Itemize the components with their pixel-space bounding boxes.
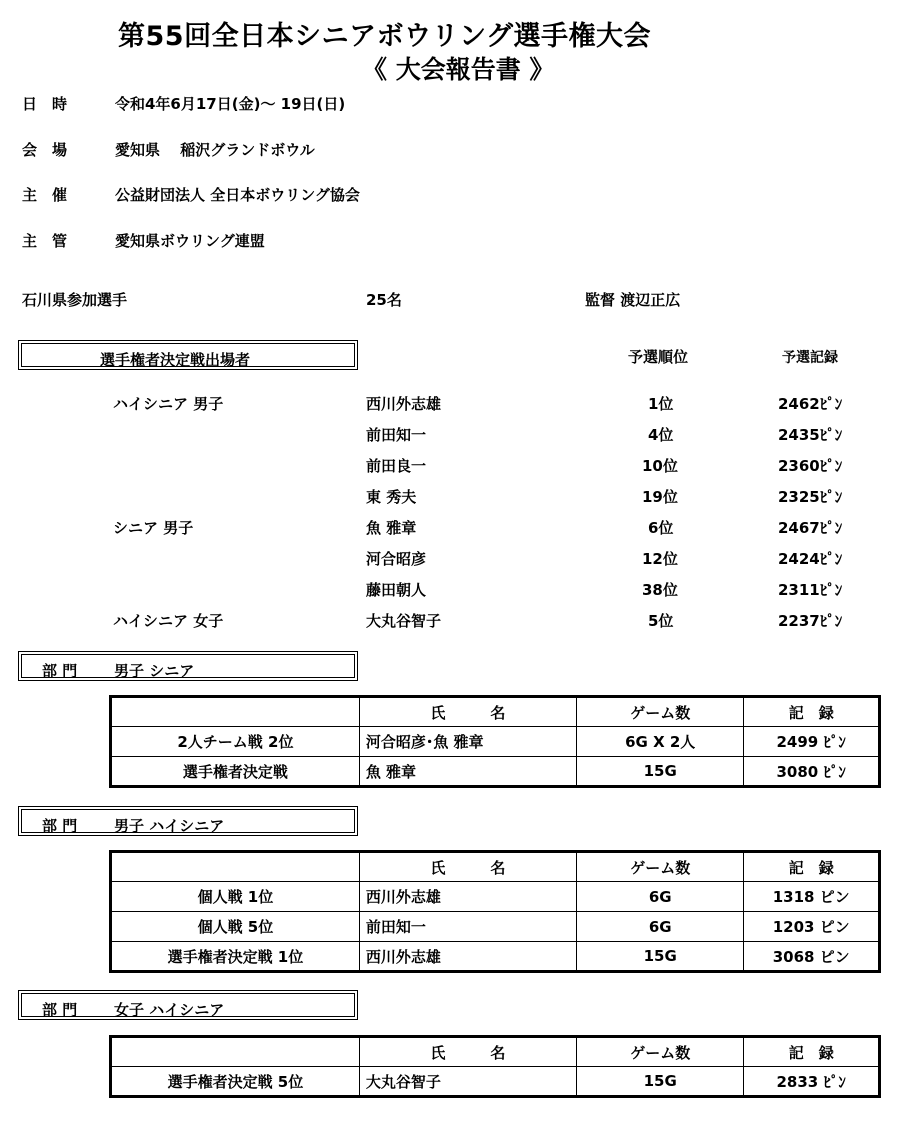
qualifier-score: 2467ﾋﾟﾝ [778, 519, 843, 537]
info-label-date: 日 時 [22, 95, 68, 113]
header-games: ゲーム数 [577, 1037, 744, 1067]
qualifier-category: ハイシニア 男子 [113, 395, 224, 413]
qualifier-score: 2360ﾋﾟﾝ [778, 457, 843, 475]
table-row [111, 942, 880, 972]
qualifier-rank: 5位 [648, 612, 674, 630]
report-title: 第55回全日本シニアボウリング選手権大会 [118, 21, 652, 52]
qualifier-rank: 1位 [648, 395, 674, 413]
name-cell: 大丸谷智子 [359, 1067, 576, 1097]
section-box-men-high-senior [18, 806, 358, 836]
qualifier-name: 前田知一 [366, 426, 427, 444]
participants-count: 25名 [366, 291, 402, 309]
qualifier-score: 2311ﾋﾟﾝ [778, 581, 843, 599]
games-cell: 15G [577, 1067, 744, 1097]
qualifier-rank: 38位 [642, 581, 678, 599]
name-cell: 前田知一 [359, 912, 576, 942]
qualifier-score: 2462ﾋﾟﾝ [778, 395, 843, 413]
qualifier-rank: 19位 [642, 488, 678, 506]
qualifier-category: シニア 男子 [113, 519, 194, 537]
qualifier-name: 東 秀夫 [366, 488, 417, 506]
info-label-organizer: 主 催 [22, 186, 68, 204]
name-cell: 西川外志雄 [359, 882, 576, 912]
event-cell: 2人チーム戦 2位 [111, 727, 360, 757]
qualifiers-box-title: 選手権者決定戦出場者 [100, 351, 251, 369]
qualifier-score: 2424ﾋﾟﾝ [778, 550, 843, 568]
qualifier-name: 前田良一 [366, 457, 427, 475]
report-subtitle: 《 大会報告書 》 [362, 55, 555, 84]
info-value-venue: 愛知県 稲沢グランドボウル [115, 141, 315, 159]
table-header-row [111, 852, 880, 882]
participants-label: 石川県参加選手 [22, 291, 128, 309]
games-cell: 15G [577, 942, 744, 972]
results-table-men-high-senior [109, 850, 881, 973]
qualifier-name: 藤田朝人 [366, 581, 427, 599]
name-cell: 河合昭彦･魚 雅章 [359, 727, 576, 757]
record-cell: 1318 ピン [744, 882, 880, 912]
header-event [111, 697, 360, 727]
header-games: ゲーム数 [577, 697, 744, 727]
division-label: 男子 ハイシニア [114, 817, 225, 835]
info-value-organizer: 公益財団法人 全日本ボウリング協会 [115, 186, 360, 204]
division-label: 男子 シニア [114, 662, 195, 680]
games-cell: 6G [577, 912, 744, 942]
qualifier-name: 魚 雅章 [366, 519, 417, 537]
header-record: 記 録 [744, 697, 880, 727]
table-row [111, 1067, 880, 1097]
table-row [111, 757, 880, 787]
section-box-men-senior [18, 651, 358, 681]
qualifier-score: 2435ﾋﾟﾝ [778, 426, 843, 444]
table-row [111, 882, 880, 912]
dept-label: 部 門 [42, 817, 78, 835]
header-event [111, 852, 360, 882]
info-value-host: 愛知県ボウリング連盟 [115, 232, 265, 250]
qualifier-rank: 10位 [642, 457, 678, 475]
qualifier-category: ハイシニア 女子 [113, 612, 224, 630]
qualifier-rank: 6位 [648, 519, 674, 537]
event-cell: 個人戦 1位 [111, 882, 360, 912]
header-name: 氏 名 [359, 697, 576, 727]
table-row [111, 727, 880, 757]
games-cell: 6G [577, 882, 744, 912]
qualifier-score: 2237ﾋﾟﾝ [778, 612, 843, 630]
qualifiers-record-header: 予選記録 [782, 350, 838, 366]
qualifier-score: 2325ﾋﾟﾝ [778, 488, 843, 506]
record-cell: 3080 ﾋﾟﾝ [744, 757, 880, 787]
team-manager: 監督 渡辺正広 [585, 291, 681, 309]
qualifier-rank: 4位 [648, 426, 674, 444]
name-cell: 西川外志雄 [359, 942, 576, 972]
dept-label: 部 門 [42, 1001, 78, 1019]
record-cell: 2833 ﾋﾟﾝ [744, 1067, 880, 1097]
qualifier-name: 大丸谷智子 [366, 612, 442, 630]
table-header-row [111, 697, 880, 727]
dept-label: 部 門 [42, 662, 78, 680]
games-cell: 15G [577, 757, 744, 787]
event-cell: 選手権者決定戦 [111, 757, 360, 787]
header-name: 氏 名 [359, 852, 576, 882]
record-cell: 3068 ピン [744, 942, 880, 972]
info-label-venue: 会 場 [22, 141, 68, 159]
results-table-men-senior [109, 695, 881, 788]
header-record: 記 録 [744, 1037, 880, 1067]
results-table-women-high-senior [109, 1035, 881, 1098]
event-cell: 選手権者決定戦 5位 [111, 1067, 360, 1097]
event-cell: 選手権者決定戦 1位 [111, 942, 360, 972]
qualifiers-box [18, 340, 358, 370]
qualifier-name: 河合昭彦 [366, 550, 427, 568]
event-cell: 個人戦 5位 [111, 912, 360, 942]
record-cell: 2499 ﾋﾟﾝ [744, 727, 880, 757]
info-value-date: 令和4年6月17日(金)～ 19日(日) [115, 95, 346, 113]
table-header-row [111, 1037, 880, 1067]
name-cell: 魚 雅章 [359, 757, 576, 787]
games-cell: 6G X 2人 [577, 727, 744, 757]
table-row [111, 912, 880, 942]
qualifier-rank: 12位 [642, 550, 678, 568]
header-name: 氏 名 [359, 1037, 576, 1067]
header-event [111, 1037, 360, 1067]
header-games: ゲーム数 [577, 852, 744, 882]
record-cell: 1203 ピン [744, 912, 880, 942]
division-label: 女子 ハイシニア [114, 1001, 225, 1019]
qualifiers-rank-header: 予選順位 [628, 348, 689, 366]
qualifier-name: 西川外志雄 [366, 395, 442, 413]
section-box-women-high-senior [18, 990, 358, 1020]
header-record: 記 録 [744, 852, 880, 882]
info-label-host: 主 管 [22, 232, 68, 250]
